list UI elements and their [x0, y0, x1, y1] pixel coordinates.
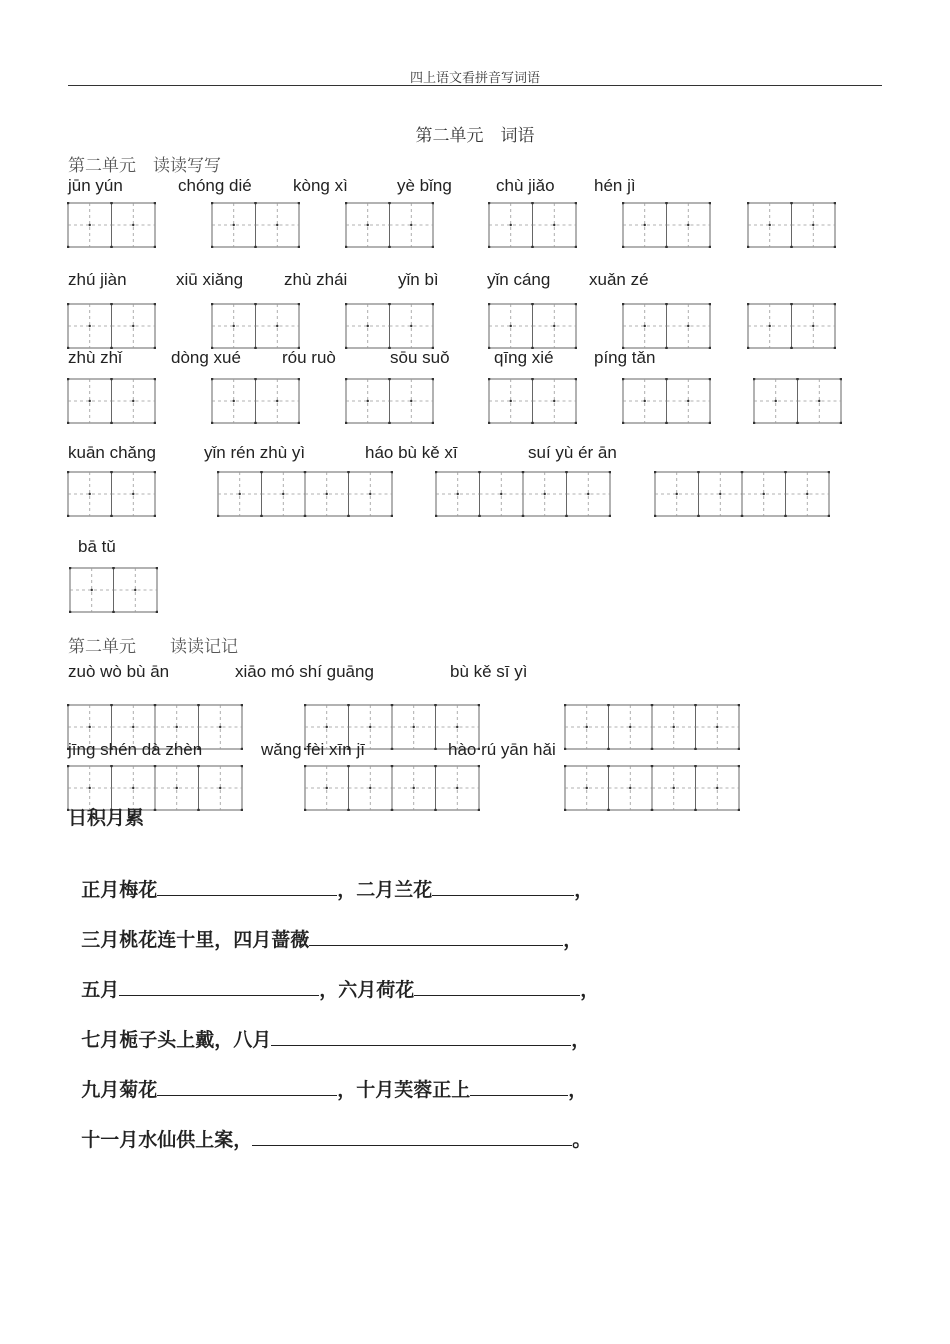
header-divider: [68, 85, 882, 86]
answer-blank[interactable]: [271, 1025, 571, 1046]
writing-grid[interactable]: [564, 765, 740, 816]
pinyin-label: dòng xué: [171, 348, 241, 367]
writing-grid[interactable]: [211, 378, 300, 429]
pinyin-label: yǐn cáng: [487, 270, 551, 289]
writing-grid[interactable]: [747, 202, 836, 253]
poem-line: [68, 1003, 590, 1052]
page-header: 四上语文看拼音写词语: [409, 71, 540, 86]
poem-punct: ，: [574, 879, 594, 901]
writing-grid[interactable]: [67, 471, 156, 522]
pinyin-label: qīng xié: [494, 348, 554, 367]
pinyin-label: yè bǐng: [397, 176, 452, 195]
writing-grid[interactable]: [67, 303, 156, 354]
pinyin-label: háo bù kě xī: [365, 443, 458, 462]
answer-blank[interactable]: [414, 975, 580, 996]
document-title: 第二单元 词语: [415, 126, 535, 146]
poem-line: [68, 903, 582, 952]
section-title-read-write: 第二单元 读读写写: [68, 156, 221, 176]
poem-punct: ，: [563, 929, 583, 951]
writing-grid[interactable]: [211, 303, 300, 354]
writing-grid[interactable]: [217, 471, 393, 522]
pinyin-label: jīng shén dà zhèn: [68, 740, 203, 759]
pinyin-label: bù kě sī yì: [450, 662, 528, 681]
pinyin-label: wǎng fèi xīn jī: [261, 740, 365, 759]
writing-grid[interactable]: [747, 303, 836, 354]
pinyin-label: kòng xì: [293, 176, 348, 195]
poem-punct: ，: [571, 1029, 591, 1051]
pinyin-label: róu ruò: [282, 348, 336, 367]
writing-grid[interactable]: [211, 202, 300, 253]
pinyin-label: xiū xiǎng: [176, 270, 244, 289]
pinyin-label: chóng dié: [178, 176, 252, 195]
answer-blank[interactable]: [119, 975, 319, 996]
pinyin-label: zuò wò bù ān: [68, 662, 170, 681]
poem-text: 三月桃花连十里，四月蔷薇: [81, 929, 310, 951]
answer-blank[interactable]: [157, 1075, 337, 1096]
writing-grid[interactable]: [622, 378, 711, 429]
writing-grid[interactable]: [564, 704, 740, 755]
poem-punct: 。: [572, 1129, 592, 1151]
pinyin-label: hào rú yān hǎi: [448, 740, 556, 759]
writing-grid[interactable]: [345, 378, 434, 429]
pinyin-label: xuǎn zé: [589, 270, 649, 289]
poem-line: [68, 1103, 591, 1152]
poem-text: 十一月水仙供上案，: [81, 1129, 253, 1151]
pinyin-label: bā tǔ: [78, 537, 116, 556]
pinyin-label: xiāo mó shí guāng: [235, 662, 374, 681]
poem-text: 七月栀子头上戴，八月: [81, 1029, 272, 1051]
pinyin-label: píng tǎn: [594, 348, 656, 367]
pinyin-label: zhù zhǐ: [68, 348, 122, 367]
answer-blank[interactable]: [252, 1125, 572, 1146]
poem-punct: ，: [568, 1079, 588, 1101]
poem-text: 五月: [81, 979, 120, 1001]
writing-grid[interactable]: [622, 303, 711, 354]
poem-text: ，六月荷花: [319, 979, 415, 1001]
poem-text: ，十月芙蓉正上: [337, 1079, 471, 1101]
writing-grid[interactable]: [488, 378, 577, 429]
pinyin-label: zhú jiàn: [68, 270, 127, 289]
answer-blank[interactable]: [157, 875, 337, 896]
writing-grid[interactable]: [345, 202, 434, 253]
pinyin-label: sōu suǒ: [390, 348, 450, 367]
writing-grid[interactable]: [753, 378, 842, 429]
pinyin-label: chù jiǎo: [496, 176, 555, 195]
writing-grid[interactable]: [654, 471, 830, 522]
writing-grid[interactable]: [345, 303, 434, 354]
pinyin-label: yǐn rén zhù yì: [204, 443, 306, 462]
poem-punct: ，: [580, 979, 600, 1001]
poem-text: ，二月兰花: [337, 879, 433, 901]
pinyin-label: jūn yún: [68, 176, 123, 195]
pinyin-label: kuān chǎng: [68, 443, 156, 462]
poem-line: [68, 953, 599, 1002]
writing-grid[interactable]: [622, 202, 711, 253]
answer-blank[interactable]: [309, 925, 563, 946]
writing-grid[interactable]: [69, 567, 158, 618]
writing-grid[interactable]: [435, 471, 611, 522]
poem-line: [68, 1053, 587, 1102]
poem-text: 正月梅花: [81, 879, 158, 901]
answer-blank[interactable]: [470, 1075, 568, 1096]
section-title-read-remember: 第二单元 读读记记: [68, 637, 238, 657]
answer-blank[interactable]: [432, 875, 574, 896]
writing-grid[interactable]: [488, 202, 577, 253]
writing-grid[interactable]: [304, 765, 480, 816]
pinyin-label: hén jì: [594, 176, 636, 195]
writing-grid[interactable]: [67, 378, 156, 429]
poem-line: [68, 853, 593, 902]
pinyin-label: yǐn bì: [398, 270, 439, 289]
poem-text: 九月菊花: [81, 1079, 158, 1101]
accumulation-title: 日积月累: [68, 807, 145, 829]
writing-grid[interactable]: [67, 202, 156, 253]
pinyin-label: zhù zhái: [284, 270, 348, 289]
pinyin-label: suí yù ér ān: [528, 443, 617, 462]
writing-grid[interactable]: [488, 303, 577, 354]
